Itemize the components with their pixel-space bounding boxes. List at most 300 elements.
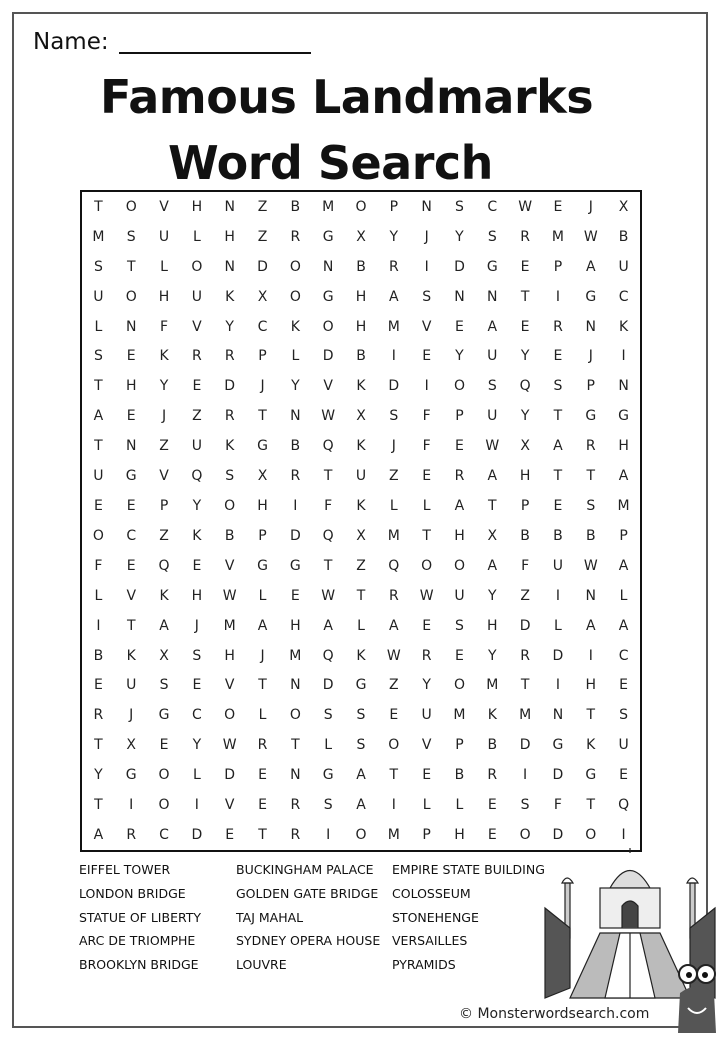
grid-letter[interactable]: E	[619, 677, 628, 694]
grid-letter[interactable]: Z	[257, 228, 268, 245]
grid-letter[interactable]: J	[194, 617, 199, 634]
grid-letter[interactable]: H	[355, 288, 367, 305]
grid-letter[interactable]: Y	[225, 318, 234, 335]
grid-letter[interactable]: T	[291, 737, 300, 754]
grid-letter[interactable]: Y	[455, 228, 464, 245]
grid-letter[interactable]: Y	[422, 677, 431, 694]
grid-letter[interactable]: Y	[192, 498, 202, 515]
grid-letter[interactable]: B	[487, 737, 498, 754]
grid-letter[interactable]: E	[126, 498, 136, 515]
grid-letter[interactable]: W	[386, 647, 401, 664]
grid-letter[interactable]: G	[125, 767, 137, 784]
grid-letter[interactable]: H	[585, 677, 597, 694]
grid-letter[interactable]: Z	[159, 438, 169, 455]
grid-letter[interactable]: D	[257, 258, 268, 275]
grid-letter[interactable]: E	[225, 827, 235, 844]
grid-letter[interactable]: G	[355, 677, 367, 694]
grid-letter[interactable]: L	[357, 617, 365, 634]
grid-letter[interactable]: U	[355, 468, 367, 485]
grid-letter[interactable]: N	[487, 288, 498, 305]
grid-letter[interactable]: T	[586, 797, 596, 814]
grid-letter[interactable]: A	[93, 827, 104, 844]
grid-letter[interactable]: A	[389, 288, 399, 305]
grid-letter[interactable]: J	[129, 707, 134, 724]
grid-letter[interactable]: G	[289, 557, 301, 574]
grid-letter[interactable]: U	[421, 707, 432, 724]
grid-letter[interactable]: A	[257, 617, 268, 634]
grid-letter[interactable]: O	[453, 378, 465, 395]
grid-letter[interactable]: D	[191, 827, 203, 844]
grid-letter[interactable]: Y	[455, 348, 464, 365]
grid-letter[interactable]: E	[422, 468, 432, 485]
grid-letter[interactable]: G	[257, 438, 268, 455]
grid-letter[interactable]: E	[192, 557, 202, 574]
grid-letter[interactable]: X	[618, 198, 629, 215]
grid-letter[interactable]: U	[487, 408, 498, 425]
grid-letter[interactable]: G	[322, 767, 334, 784]
grid-letter[interactable]: T	[94, 438, 103, 455]
grid-letter[interactable]: H	[618, 438, 629, 455]
grid-letter[interactable]: Y	[159, 378, 169, 395]
grid-letter[interactable]: S	[93, 258, 103, 275]
grid-letter[interactable]: F	[553, 797, 562, 814]
grid-letter[interactable]: Y	[488, 587, 497, 604]
grid-letter[interactable]: A	[356, 797, 366, 814]
grid-letter[interactable]: S	[93, 348, 103, 365]
grid-letter[interactable]: I	[326, 827, 331, 844]
grid-letter[interactable]: C	[191, 707, 202, 724]
grid-letter[interactable]: A	[356, 767, 366, 784]
grid-letter[interactable]: T	[422, 527, 431, 544]
grid-letter[interactable]: R	[290, 797, 301, 814]
grid-letter[interactable]: I	[555, 587, 560, 604]
grid-letter[interactable]: U	[93, 288, 104, 305]
grid-letter[interactable]: X	[356, 228, 366, 245]
grid-letter[interactable]: E	[258, 767, 267, 784]
grid-letter[interactable]: T	[553, 468, 563, 485]
grid-letter[interactable]: M	[617, 498, 630, 515]
grid-letter[interactable]: E	[455, 647, 464, 664]
grid-letter[interactable]: O	[421, 557, 433, 574]
grid-letter[interactable]: T	[94, 737, 103, 754]
grid-letter[interactable]: V	[224, 557, 235, 574]
grid-letter[interactable]: K	[192, 527, 202, 544]
grid-letter[interactable]: S	[126, 228, 136, 245]
grid-letter[interactable]: W	[222, 587, 237, 604]
grid-letter[interactable]: V	[323, 378, 333, 395]
grid-letter[interactable]: N	[224, 258, 235, 275]
grid-letter[interactable]: E	[487, 827, 497, 844]
grid-letter[interactable]: B	[356, 348, 366, 365]
grid-letter[interactable]: J	[260, 378, 265, 395]
grid-letter[interactable]: K	[225, 288, 235, 305]
name-input-line[interactable]	[119, 52, 311, 54]
grid-letter[interactable]: T	[258, 408, 267, 425]
grid-letter[interactable]: U	[93, 468, 104, 485]
grid-letter[interactable]: R	[454, 468, 465, 485]
grid-letter[interactable]: E	[487, 797, 497, 814]
grid-letter[interactable]: O	[519, 827, 531, 844]
grid-letter[interactable]: P	[586, 378, 595, 395]
grid-letter[interactable]: M	[453, 707, 466, 724]
grid-letter[interactable]: H	[191, 587, 203, 604]
grid-letter[interactable]: U	[158, 228, 170, 245]
grid-letter[interactable]: O	[355, 198, 367, 215]
grid-letter[interactable]: A	[389, 617, 399, 634]
grid-letter[interactable]: E	[93, 498, 103, 515]
grid-letter[interactable]: E	[258, 797, 267, 814]
grid-letter[interactable]: S	[619, 707, 629, 724]
grid-letter[interactable]: X	[126, 737, 137, 754]
grid-letter[interactable]: L	[160, 258, 168, 275]
grid-letter[interactable]: C	[126, 527, 137, 544]
grid-letter[interactable]: R	[487, 767, 498, 784]
grid-letter[interactable]: S	[356, 707, 366, 724]
grid-letter[interactable]: P	[455, 737, 464, 754]
grid-letter[interactable]: Q	[388, 557, 400, 574]
grid-letter[interactable]: D	[552, 647, 564, 664]
grid-letter[interactable]: P	[422, 827, 431, 844]
grid-letter[interactable]: K	[586, 737, 596, 754]
grid-letter[interactable]: S	[553, 378, 563, 395]
grid-letter[interactable]: T	[586, 468, 596, 485]
grid-letter[interactable]: J	[161, 408, 167, 425]
grid-letter[interactable]: V	[159, 198, 169, 215]
grid-letter[interactable]: W	[583, 557, 598, 574]
grid-letter[interactable]: L	[389, 498, 398, 515]
grid-letter[interactable]: H	[454, 527, 465, 544]
grid-letter[interactable]: G	[322, 288, 334, 305]
grid-letter[interactable]: R	[290, 827, 301, 844]
grid-letter[interactable]: S	[520, 797, 530, 814]
grid-letter[interactable]: N	[224, 198, 235, 215]
grid-letter[interactable]: E	[159, 737, 169, 754]
grid-letter[interactable]: T	[488, 498, 497, 515]
grid-letter[interactable]: X	[487, 527, 498, 544]
grid-letter[interactable]: R	[520, 228, 530, 245]
grid-letter[interactable]: Y	[389, 228, 399, 245]
grid-letter[interactable]: G	[158, 707, 170, 724]
grid-letter[interactable]: F	[422, 408, 431, 425]
grid-letter[interactable]: N	[125, 318, 137, 335]
grid-letter[interactable]: O	[92, 527, 104, 544]
grid-letter[interactable]: Z	[257, 198, 268, 215]
grid-letter[interactable]: U	[126, 677, 137, 694]
grid-letter[interactable]: A	[487, 557, 498, 574]
grid-letter[interactable]: S	[225, 468, 235, 485]
grid-letter[interactable]: X	[356, 408, 366, 425]
grid-letter[interactable]: M	[387, 318, 400, 335]
grid-letter[interactable]: N	[585, 318, 596, 335]
grid-letter[interactable]: G	[585, 288, 597, 305]
grid-letter[interactable]: L	[422, 797, 431, 814]
grid-letter[interactable]: T	[520, 288, 530, 305]
grid-letter[interactable]: E	[422, 348, 432, 365]
grid-letter[interactable]: D	[224, 767, 236, 784]
grid-letter[interactable]: A	[585, 258, 596, 275]
grid-letter[interactable]: J	[424, 228, 429, 245]
grid-letter[interactable]: D	[454, 258, 465, 275]
grid-letter[interactable]: I	[555, 288, 560, 305]
grid-letter[interactable]: S	[422, 288, 432, 305]
grid-letter[interactable]: U	[552, 557, 564, 574]
grid-letter[interactable]: A	[585, 617, 596, 634]
grid-letter[interactable]: L	[422, 498, 431, 515]
grid-letter[interactable]: L	[324, 737, 333, 754]
grid-letter[interactable]: G	[257, 557, 268, 574]
grid-letter[interactable]: O	[289, 258, 301, 275]
grid-letter[interactable]: S	[192, 647, 202, 664]
grid-letter[interactable]: O	[158, 767, 170, 784]
grid-letter[interactable]: R	[126, 827, 137, 844]
grid-letter[interactable]: G	[585, 408, 597, 425]
grid-letter[interactable]: X	[257, 288, 268, 305]
grid-letter[interactable]: L	[94, 587, 103, 604]
grid-letter[interactable]: Y	[94, 767, 103, 784]
grid-letter[interactable]: N	[618, 378, 629, 395]
grid-letter[interactable]: H	[191, 198, 203, 215]
grid-letter[interactable]: T	[94, 378, 103, 395]
grid-letter[interactable]: H	[355, 318, 367, 335]
grid-letter[interactable]: S	[356, 737, 366, 754]
grid-letter[interactable]: E	[192, 378, 202, 395]
grid-letter[interactable]: K	[618, 318, 629, 335]
grid-letter[interactable]: B	[290, 198, 301, 215]
grid-letter[interactable]: V	[224, 797, 235, 814]
grid-letter[interactable]: E	[553, 198, 563, 215]
grid-letter[interactable]: M	[387, 827, 400, 844]
grid-letter[interactable]: D	[552, 767, 564, 784]
grid-letter[interactable]: H	[454, 827, 465, 844]
grid-letter[interactable]: G	[322, 228, 334, 245]
grid-letter[interactable]: I	[424, 378, 429, 395]
grid-letter[interactable]: E	[290, 587, 300, 604]
grid-letter[interactable]: Y	[192, 737, 202, 754]
grid-letter[interactable]: F	[422, 438, 431, 455]
grid-letter[interactable]: A	[618, 468, 629, 485]
grid-letter[interactable]: S	[323, 707, 333, 724]
grid-letter[interactable]: G	[552, 737, 564, 754]
grid-letter[interactable]: H	[290, 617, 301, 634]
grid-letter[interactable]: B	[454, 767, 465, 784]
grid-letter[interactable]: I	[555, 677, 560, 694]
grid-letter[interactable]: A	[323, 617, 333, 634]
grid-letter[interactable]: K	[290, 318, 300, 335]
grid-letter[interactable]: S	[159, 677, 169, 694]
grid-letter[interactable]: X	[257, 468, 268, 485]
grid-letter[interactable]: V	[421, 737, 432, 754]
grid-letter[interactable]: L	[258, 587, 267, 604]
grid-letter[interactable]: N	[585, 587, 596, 604]
grid-letter[interactable]: S	[487, 228, 497, 245]
grid-letter[interactable]: U	[454, 587, 465, 604]
grid-letter[interactable]: S	[455, 617, 464, 634]
grid-letter[interactable]: B	[585, 527, 596, 544]
grid-letter[interactable]: Y	[520, 408, 530, 425]
grid-letter[interactable]: L	[291, 348, 300, 365]
grid-letter[interactable]: E	[455, 318, 464, 335]
grid-letter[interactable]: N	[421, 198, 432, 215]
grid-letter[interactable]: B	[224, 527, 235, 544]
grid-letter[interactable]: J	[588, 198, 593, 215]
grid-letter[interactable]: N	[290, 677, 301, 694]
grid-letter[interactable]: I	[621, 348, 626, 365]
grid-letter[interactable]: O	[289, 707, 301, 724]
grid-letter[interactable]: Q	[322, 527, 334, 544]
grid-letter[interactable]: J	[391, 438, 396, 455]
grid-letter[interactable]: E	[93, 677, 103, 694]
grid-letter[interactable]: L	[192, 228, 201, 245]
grid-letter[interactable]: I	[293, 498, 298, 515]
grid-letter[interactable]: P	[619, 527, 628, 544]
grid-letter[interactable]: W	[419, 587, 434, 604]
grid-letter[interactable]: Y	[291, 378, 300, 395]
grid-letter[interactable]: D	[322, 348, 334, 365]
grid-letter[interactable]: U	[191, 288, 202, 305]
grid-letter[interactable]: P	[455, 408, 464, 425]
grid-letter[interactable]: Q	[519, 378, 531, 395]
grid-letter[interactable]: R	[290, 228, 301, 245]
grid-letter[interactable]: B	[290, 438, 301, 455]
grid-letter[interactable]: O	[224, 707, 236, 724]
grid-letter[interactable]: K	[159, 348, 169, 365]
grid-letter[interactable]: I	[588, 647, 593, 664]
grid-letter[interactable]: P	[389, 198, 399, 215]
grid-letter[interactable]: A	[618, 617, 629, 634]
grid-letter[interactable]: R	[388, 258, 399, 275]
grid-letter[interactable]: K	[225, 438, 235, 455]
grid-letter[interactable]: D	[224, 378, 236, 395]
grid-letter[interactable]: Z	[159, 527, 169, 544]
grid-letter[interactable]: L	[192, 767, 201, 784]
grid-letter[interactable]: D	[519, 617, 531, 634]
grid-letter[interactable]: A	[159, 617, 169, 634]
grid-letter[interactable]: W	[321, 587, 336, 604]
grid-letter[interactable]: V	[192, 318, 202, 335]
grid-letter[interactable]: B	[618, 228, 629, 245]
grid-letter[interactable]: P	[553, 258, 563, 275]
grid-letter[interactable]: C	[618, 647, 629, 664]
grid-letter[interactable]: G	[585, 767, 597, 784]
grid-letter[interactable]: R	[257, 737, 268, 754]
grid-letter[interactable]: Q	[618, 797, 630, 814]
grid-letter[interactable]: X	[159, 647, 169, 664]
grid-letter[interactable]: R	[388, 587, 399, 604]
grid-letter[interactable]: V	[126, 587, 137, 604]
grid-letter[interactable]: M	[387, 527, 400, 544]
grid-letter[interactable]: L	[258, 707, 267, 724]
grid-letter[interactable]: L	[619, 587, 628, 604]
grid-letter[interactable]: T	[323, 557, 333, 574]
grid-letter[interactable]: Q	[191, 468, 203, 485]
grid-letter[interactable]: N	[454, 288, 465, 305]
grid-letter[interactable]: T	[94, 198, 103, 215]
grid-letter[interactable]: T	[389, 767, 399, 784]
grid-letter[interactable]: G	[618, 408, 629, 425]
grid-letter[interactable]: R	[192, 348, 202, 365]
grid-letter[interactable]: J	[588, 348, 593, 365]
grid-letter[interactable]: E	[619, 767, 628, 784]
grid-letter[interactable]: K	[356, 378, 366, 395]
grid-letter[interactable]: H	[224, 647, 235, 664]
grid-letter[interactable]: N	[552, 707, 564, 724]
grid-letter[interactable]: Z	[356, 557, 366, 574]
grid-letter[interactable]: R	[553, 318, 563, 335]
grid-letter[interactable]: S	[389, 408, 399, 425]
grid-letter[interactable]: O	[355, 827, 367, 844]
grid-letter[interactable]: U	[618, 258, 629, 275]
grid-letter[interactable]: I	[391, 348, 396, 365]
grid-letter[interactable]: E	[422, 767, 432, 784]
grid-letter[interactable]: R	[224, 408, 235, 425]
grid-letter[interactable]: B	[520, 527, 530, 544]
grid-letter[interactable]: H	[257, 498, 268, 515]
grid-letter[interactable]: H	[125, 378, 137, 395]
grid-letter[interactable]: O	[289, 288, 301, 305]
grid-letter[interactable]: M	[289, 647, 302, 664]
grid-letter[interactable]: O	[191, 258, 203, 275]
grid-letter[interactable]: P	[520, 498, 530, 515]
grid-letter[interactable]: Z	[389, 468, 399, 485]
grid-letter[interactable]: T	[323, 468, 333, 485]
grid-letter[interactable]: E	[520, 258, 530, 275]
grid-letter[interactable]: P	[258, 348, 267, 365]
grid-letter[interactable]: Q	[322, 647, 334, 664]
grid-letter[interactable]: D	[519, 737, 531, 754]
grid-letter[interactable]: O	[388, 737, 400, 754]
grid-letter[interactable]: S	[487, 378, 497, 395]
grid-letter[interactable]: T	[586, 707, 596, 724]
grid-letter[interactable]: F	[94, 557, 103, 574]
grid-letter[interactable]: I	[391, 797, 396, 814]
grid-letter[interactable]: A	[487, 318, 498, 335]
grid-letter[interactable]: X	[520, 438, 530, 455]
grid-letter[interactable]: G	[125, 468, 137, 485]
grid-letter[interactable]: N	[322, 258, 334, 275]
grid-letter[interactable]: O	[125, 288, 137, 305]
grid-letter[interactable]: L	[455, 797, 464, 814]
grid-letter[interactable]: H	[519, 468, 531, 485]
grid-letter[interactable]: O	[585, 827, 597, 844]
grid-letter[interactable]: A	[487, 468, 498, 485]
grid-letter[interactable]: O	[322, 318, 334, 335]
grid-letter[interactable]: U	[191, 438, 202, 455]
grid-letter[interactable]: X	[356, 527, 366, 544]
grid-letter[interactable]: K	[487, 707, 497, 724]
grid-letter[interactable]: M	[519, 707, 532, 724]
grid-letter[interactable]: T	[94, 797, 103, 814]
grid-letter[interactable]: Z	[389, 677, 399, 694]
grid-letter[interactable]: E	[520, 318, 530, 335]
grid-letter[interactable]: E	[455, 438, 464, 455]
grid-letter[interactable]: T	[258, 827, 267, 844]
grid-letter[interactable]: R	[421, 647, 432, 664]
grid-letter[interactable]: O	[453, 557, 465, 574]
grid-letter[interactable]: W	[222, 737, 237, 754]
grid-letter[interactable]: V	[421, 318, 432, 335]
grid-letter[interactable]: I	[96, 617, 101, 634]
grid-letter[interactable]: V	[224, 677, 235, 694]
grid-letter[interactable]: S	[323, 797, 333, 814]
grid-letter[interactable]: W	[485, 438, 500, 455]
grid-letter[interactable]: C	[159, 827, 169, 844]
grid-letter[interactable]: K	[356, 647, 366, 664]
grid-letter[interactable]: F	[324, 498, 333, 515]
grid-letter[interactable]: M	[551, 228, 564, 245]
grid-letter[interactable]: O	[224, 498, 236, 515]
grid-letter[interactable]: S	[455, 198, 464, 215]
grid-letter[interactable]: R	[520, 647, 530, 664]
